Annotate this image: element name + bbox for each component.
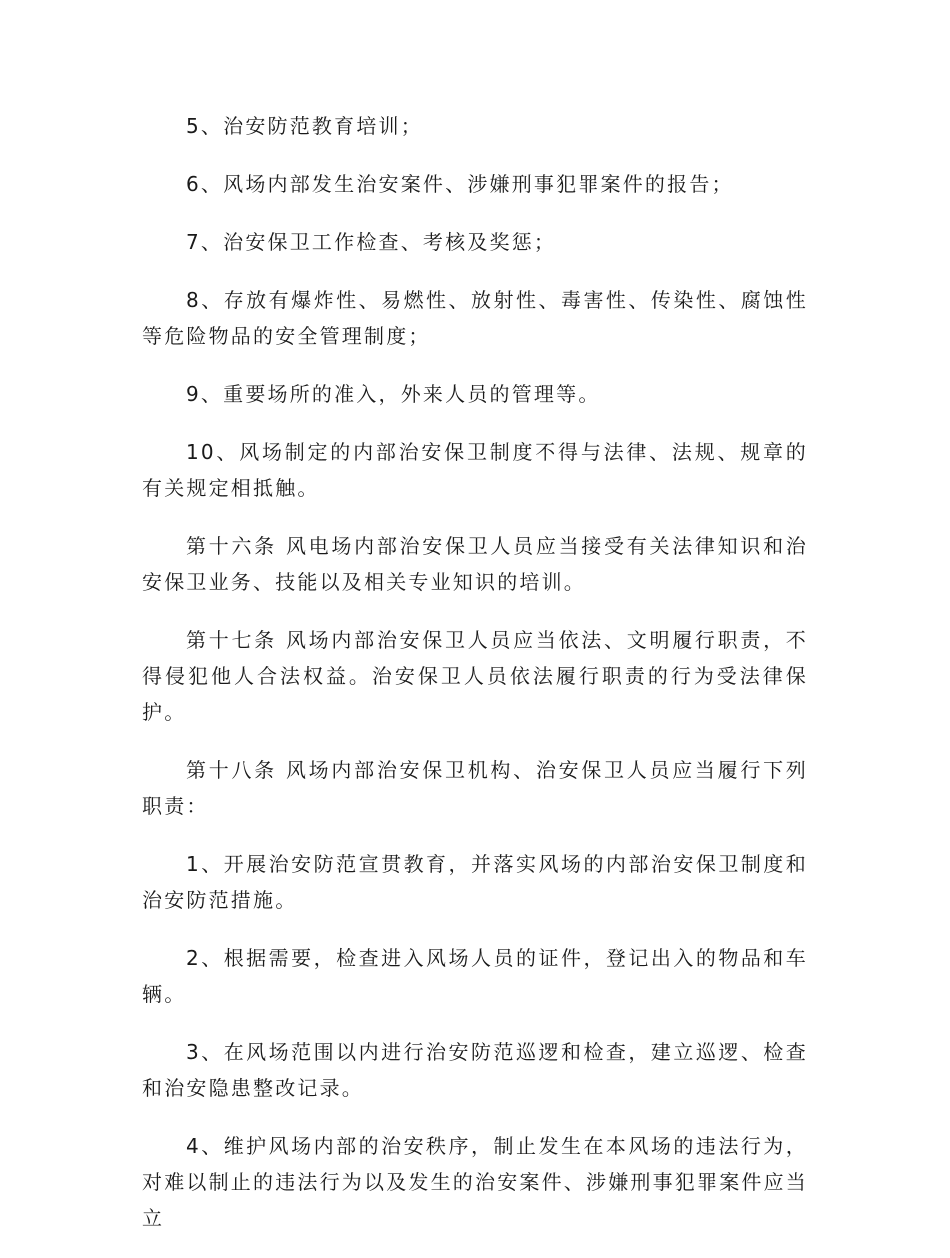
paragraph-item-6: 6、风场内部发生治安案件、涉嫌刑事犯罪案件的报告；	[186, 172, 734, 196]
paragraph-item-5: 5、治安防范教育培训；	[186, 114, 423, 138]
paragraph-item-7: 7、治安保卫工作检查、考核及奖惩；	[186, 230, 557, 254]
document-body	[142, 108, 808, 1258]
paragraph-item-10: 10、风场制定的内部治安保卫制度不得与法律、法规、规章的有关规定相抵触。	[142, 440, 808, 500]
article-16-paragraph: 第十六条 风电场内部治安保卫人员应当接受有关法律知识和治安保卫业务、技能以及相关专业知识的培训。	[142, 534, 808, 594]
duty-item-4: 4、维护风场内部的治安秩序，制止发生在本风场的违法行为，对难以制止的违法行为以及发生的治安案件、涉嫌刑事犯罪案件应当立	[142, 1134, 808, 1230]
duty-item-1: 1、开展治安防范宣贯教育，并落实风场的内部治安保卫制度和治安防范措施。	[142, 852, 808, 912]
paragraph-item-9: 9、重要场所的准入，外来人员的管理等。	[186, 382, 601, 406]
article-18-paragraph: 第十八条 风场内部治安保卫机构、治安保卫人员应当履行下列职责：	[142, 758, 808, 818]
article-17-paragraph: 第十七条 风场内部治安保卫人员应当依法、文明履行职责，不得侵犯他人合法权益。治安保卫人员依法履行职责的行为受法律保护。	[142, 628, 808, 724]
paragraph-item-8: 8、存放有爆炸性、易燃性、放射性、毒害性、传染性、腐蚀性等危险物品的安全管理制度；	[142, 288, 808, 348]
duty-item-3: 3、在风场范围以内进行治安防范巡逻和检查，建立巡逻、检查和治安隐患整改记录。	[142, 1040, 808, 1100]
duty-item-2: 2、根据需要，检查进入风场人员的证件，登记出入的物品和车辆。	[142, 946, 808, 1006]
